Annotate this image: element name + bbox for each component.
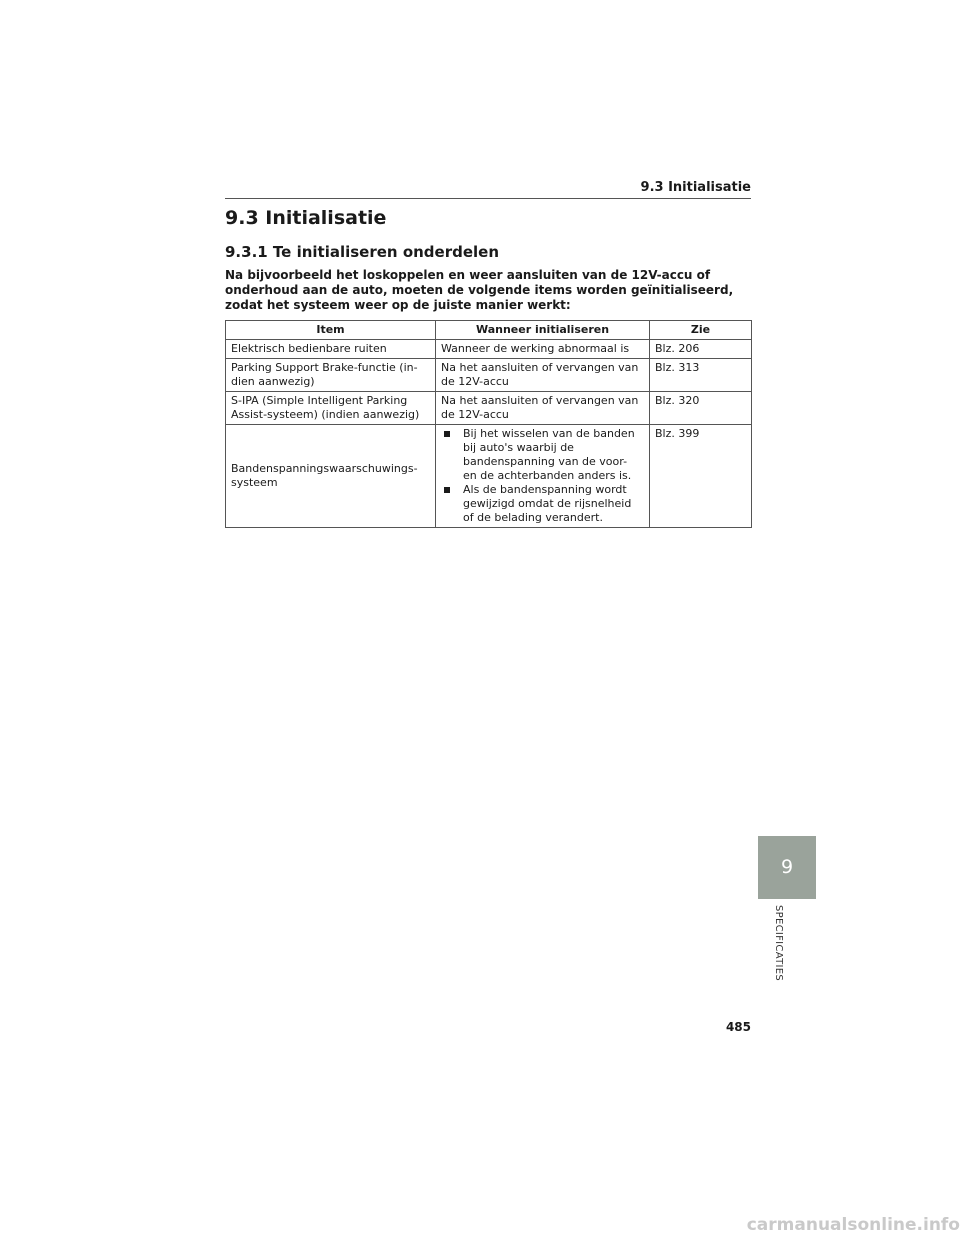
table-header-row <box>226 321 752 340</box>
table-row <box>226 392 752 425</box>
table-row <box>226 359 752 392</box>
subsection-title: 9.3.1 Te initialiseren onderdelen <box>225 243 500 261</box>
bullet-text: Bij het wisselen van de banden bij auto's waarbij de bandenspanning van de voor- en de achterbanden anders is. <box>463 427 635 482</box>
initialization-table <box>225 320 752 528</box>
item-cell: Elektrisch bedienbare ruiten <box>226 340 436 359</box>
see-cell: Blz. 313 <box>650 359 752 392</box>
table-row <box>226 340 752 359</box>
item-cell: Parking Support Brake-functie (in-dien aanwezig) <box>226 359 436 392</box>
when-cell: Wanneer de werking abnormaal is <box>436 340 650 359</box>
section-title: 9.3 Initialisatie <box>225 207 387 229</box>
bullet-text: Als de bandenspanning wordt gewijzigd omdat de rijsnelheid of de belading verandert. <box>463 483 632 524</box>
see-cell: Blz. 320 <box>650 392 752 425</box>
item-cell: S-IPA (Simple Intelligent Parking Assist-systeem) (indien aanwezig) <box>226 392 436 425</box>
see-cell: Blz. 399 <box>650 425 752 528</box>
watermark: carmanualsonline.info <box>746 1215 960 1235</box>
square-bullet-icon <box>444 487 450 493</box>
chapter-label: SPECIFICATIES <box>773 905 784 981</box>
when-cell: Na het aansluiten of vervangen van de 12V-accu <box>436 359 650 392</box>
header-see: Zie <box>650 321 752 340</box>
list-item <box>441 483 644 525</box>
running-head: 9.3 Initialisatie <box>640 180 751 195</box>
when-cell: Na het aansluiten of vervangen van de 12V-accu <box>436 392 650 425</box>
square-bullet-icon <box>444 431 450 437</box>
intro-paragraph: Na bijvoorbeeld het loskoppelen en weer aansluiten van de 12V-accu of onderhoud aan de auto, moeten de volgende items worden geïnitialiseerd, zodat het systeem weer op de juiste manier werkt: <box>225 268 734 312</box>
when-bullet-list <box>441 427 644 525</box>
header-when: Wanneer initialiseren <box>436 321 650 340</box>
see-cell: Blz. 206 <box>650 340 752 359</box>
header-item: Item <box>226 321 436 340</box>
list-item <box>441 427 644 483</box>
chapter-tab <box>758 836 816 899</box>
when-cell <box>436 425 650 528</box>
page-number: 485 <box>725 1020 751 1034</box>
header-divider <box>225 198 751 199</box>
table-row <box>226 425 752 528</box>
chapter-number: 9 <box>780 856 794 878</box>
item-cell: Bandenspanningswaarschuwings-systeem <box>226 425 436 528</box>
